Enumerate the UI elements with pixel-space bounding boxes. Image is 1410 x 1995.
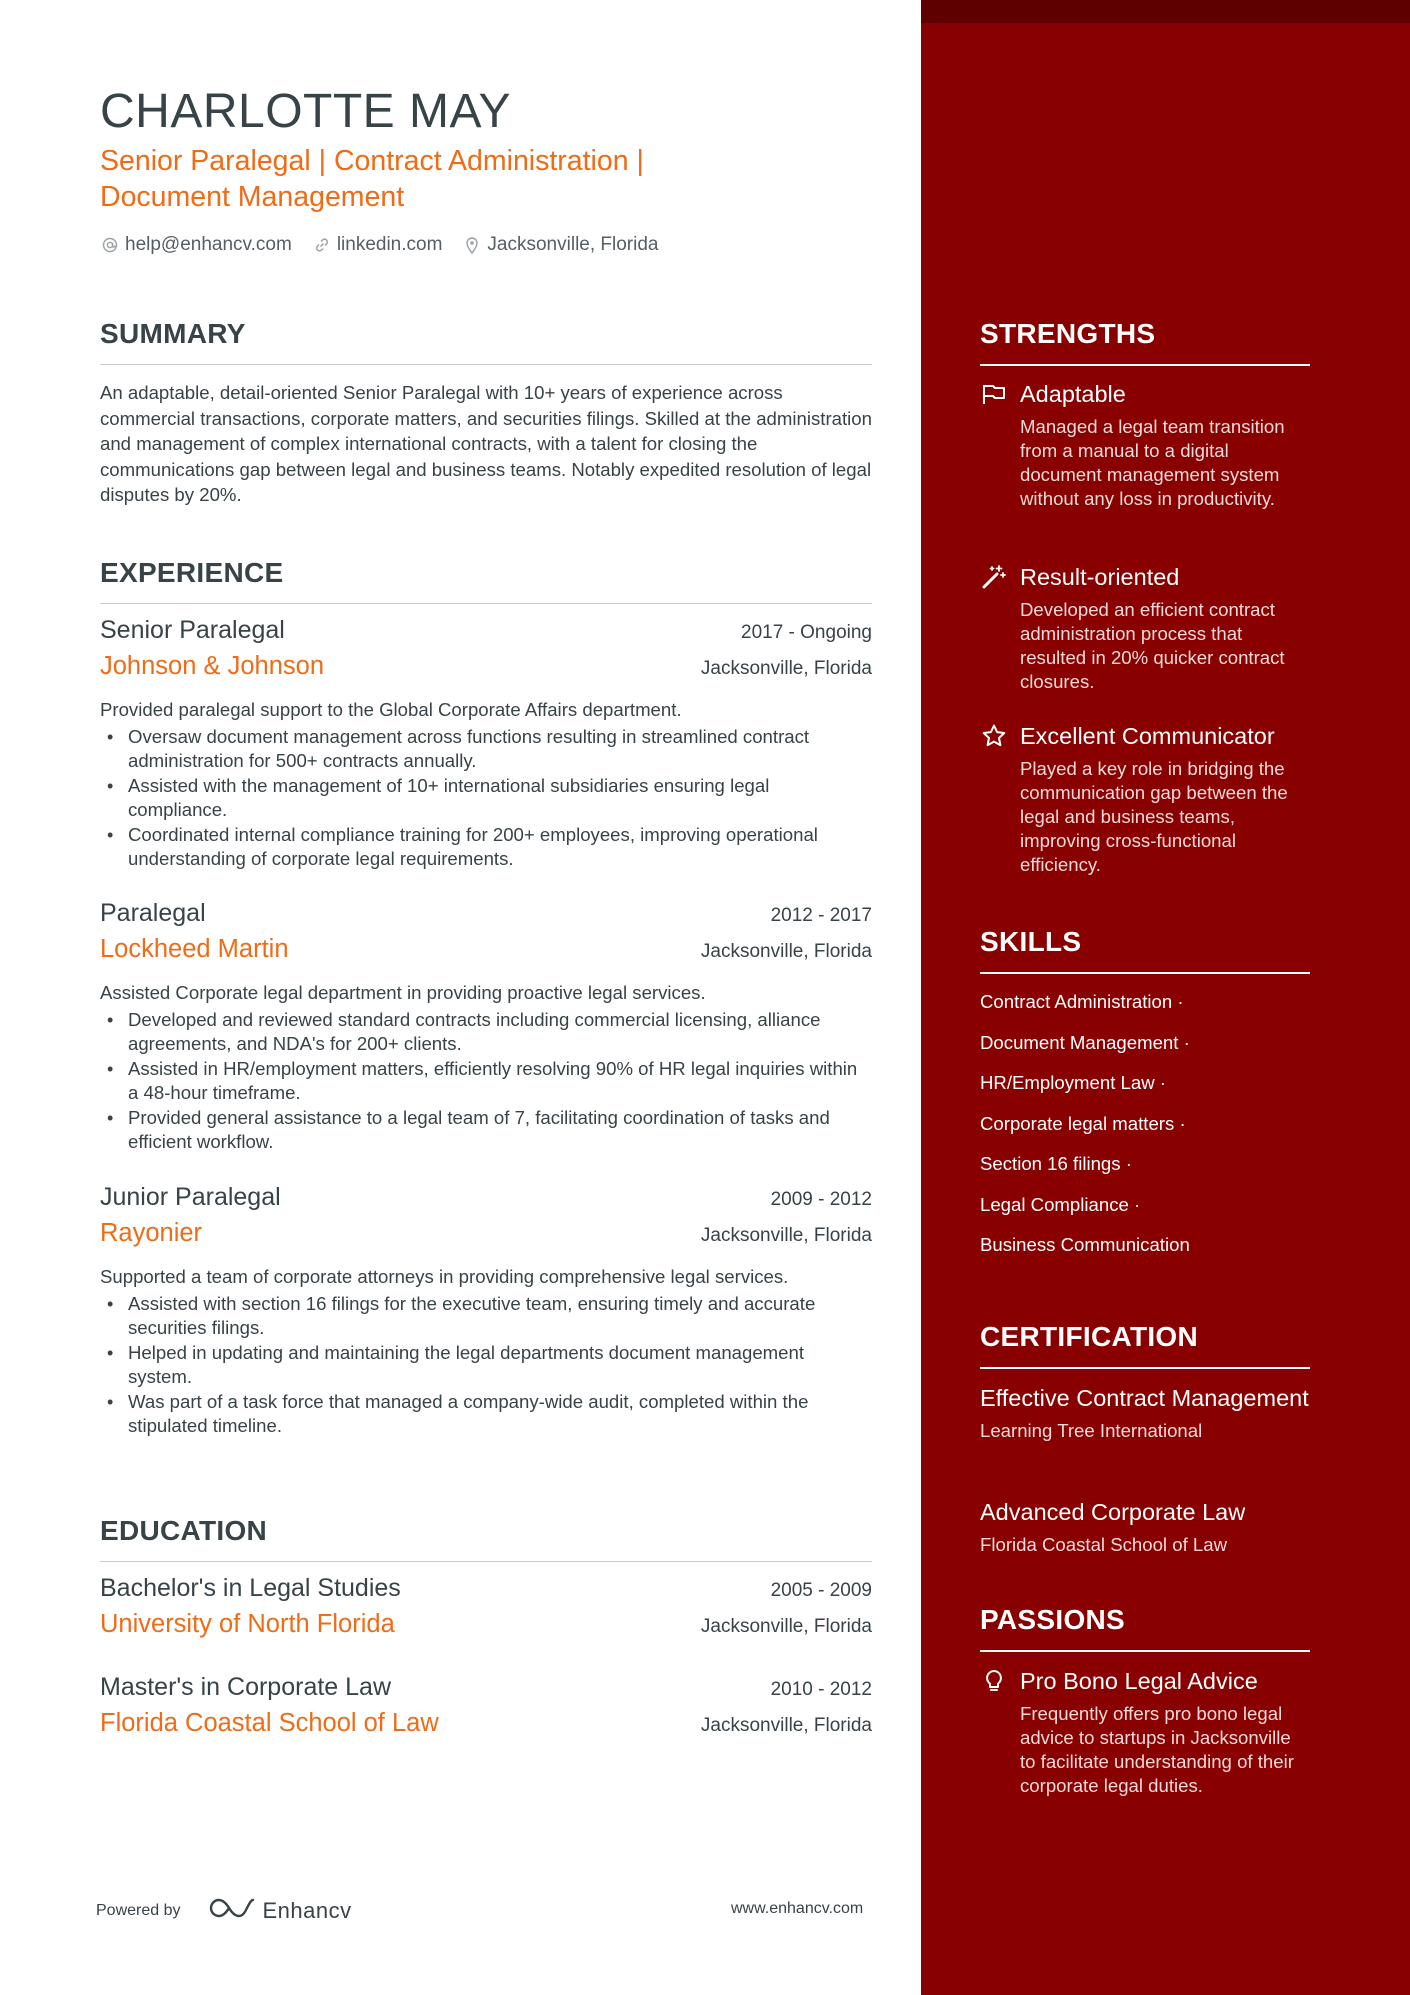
star-icon	[980, 722, 1008, 750]
job-date: 2017 - Ongoing	[741, 622, 872, 643]
education-date: 2005 - 2009	[770, 1580, 872, 1601]
job-title: Paralegal	[100, 899, 206, 927]
strength-item	[980, 562, 1310, 694]
strength-description: Managed a legal team transition from a manual to a digital document management system without any loss in productivity.	[1020, 416, 1285, 509]
education-location: Jacksonville, Florida	[700, 1715, 872, 1736]
section-title-certification: CERTIFICATION	[980, 1321, 1310, 1369]
experience-entry	[100, 899, 872, 1155]
passion-title: Pro Bono Legal Advice	[1020, 1667, 1258, 1694]
passion-item	[980, 1666, 1310, 1798]
job-bullet: • Helped in updating and maintaining the legal departments document management system.	[100, 1341, 872, 1390]
company-name: Rayonier	[100, 1219, 203, 1247]
job-location: Jacksonville, Florida	[700, 1225, 872, 1246]
enhancv-logo-icon	[207, 1896, 255, 1925]
magic-wand-icon	[980, 563, 1008, 591]
school-name: University of North Florida	[100, 1610, 395, 1638]
contact-location-text: Jacksonville, Florida	[487, 234, 659, 255]
job-description: Assisted Corporate legal department in providing proactive legal services.	[100, 982, 706, 1003]
link-icon	[312, 235, 332, 255]
certification-org: Florida Coastal School of Law	[980, 1534, 1228, 1555]
job-date: 2009 - 2012	[770, 1189, 872, 1210]
powered-by-label: Powered by	[96, 1901, 181, 1919]
job-bullet: • Assisted with the management of 10+ international subsidiaries ensuring legal compliance.	[100, 774, 872, 823]
skill-tag: Contract Administration ·	[980, 991, 1184, 1012]
certification-org: Learning Tree International	[980, 1420, 1203, 1441]
section-title-experience: EXPERIENCE	[100, 557, 872, 604]
strength-title: Excellent Communicator	[1020, 722, 1275, 749]
skill-tag: Business Communication	[980, 1234, 1190, 1255]
job-bullet: • Assisted with section 16 filings for the executive team, ensuring timely and accurate securities filings.	[100, 1292, 872, 1341]
education-location: Jacksonville, Florida	[700, 1616, 872, 1637]
contact-email[interactable]	[100, 234, 292, 256]
section-title-skills: SKILLS	[980, 926, 1310, 974]
job-bullet: • Was part of a task force that managed a company-wide audit, completed within the stipulated timeline.	[100, 1390, 872, 1439]
skill-tag: Section 16 filings ·	[980, 1153, 1132, 1174]
footer-branding	[96, 1896, 352, 1925]
passion-description: Frequently offers pro bono legal advice to startups in Jacksonville to facilitate understanding of their corporate legal duties.	[1020, 1703, 1294, 1796]
brand-name[interactable]: Enhancv	[262, 1897, 352, 1923]
footer-website[interactable]: www.enhancv.com	[731, 1900, 864, 1917]
at-icon	[100, 235, 120, 255]
degree-title: Bachelor's in Legal Studies	[100, 1574, 401, 1602]
skill-tag: Corporate legal matters ·	[980, 1112, 1186, 1134]
skills-list	[980, 985, 1310, 1269]
school-name: Florida Coastal School of Law	[100, 1709, 439, 1737]
education-entry	[100, 1574, 872, 1652]
job-bullet: • Coordinated internal compliance training for 200+ employees, improving operational understanding of corporate legal requirements.	[100, 823, 872, 872]
strength-description: Developed an efficient contract administration process that resulted in 20% quicker contract closures.	[1020, 599, 1285, 692]
job-date: 2012 - 2017	[770, 905, 872, 926]
candidate-name: CHARLOTTE MAY	[100, 85, 511, 138]
section-title-summary: SUMMARY	[100, 318, 872, 365]
skill-tag: HR/Employment Law ·	[980, 1072, 1166, 1093]
flag-icon	[980, 380, 1008, 408]
job-title: Senior Paralegal	[100, 616, 285, 644]
certification-item	[980, 1498, 1310, 1556]
strength-item	[980, 721, 1310, 877]
summary-text: An adaptable, detail-oriented Senior Paralegal with 10+ years of experience across commercial transactions, corporate matters, and securities filings. Skilled at the administration and management of complex international contracts, with a talent for closing the communications gap between legal and business teams. Notably expedited resolution of legal disputes by 20%.	[100, 382, 872, 505]
job-bullet: • Developed and reviewed standard contracts including commercial licensing, alliance agreements, and NDA's for 200+ clients.	[100, 1008, 872, 1057]
contact-email-text: help@enhancv.com	[125, 234, 292, 255]
job-bullets	[100, 1292, 872, 1439]
job-title: Junior Paralegal	[100, 1183, 281, 1211]
certification-title: Effective Contract Management	[980, 1385, 1309, 1411]
strength-description: Played a key role in bridging the communication gap between the legal and business teams, improving cross-functional efficiency.	[1020, 758, 1288, 875]
job-bullets	[100, 725, 872, 872]
skill-tag: Document Management ·	[980, 1031, 1190, 1053]
experience-entry	[100, 1183, 872, 1439]
job-location: Jacksonville, Florida	[700, 941, 872, 962]
degree-title: Master's in Corporate Law	[100, 1673, 392, 1701]
job-description: Provided paralegal support to the Global Corporate Affairs department.	[100, 699, 682, 720]
location-pin-icon	[462, 235, 482, 255]
strength-title: Adaptable	[1020, 380, 1126, 407]
education-entry	[100, 1673, 872, 1751]
experience-entry	[100, 616, 872, 872]
sidebar-top-strip	[921, 0, 1410, 23]
lightbulb-icon	[980, 1667, 1008, 1695]
contact-bar	[100, 232, 679, 258]
candidate-headline: Senior Paralegal | Contract Administration | Document Management	[100, 145, 644, 213]
contact-location	[462, 234, 658, 256]
job-location: Jacksonville, Florida	[700, 658, 872, 679]
job-description: Supported a team of corporate attorneys in providing comprehensive legal services.	[100, 1266, 789, 1287]
certification-title: Advanced Corporate Law	[980, 1499, 1246, 1525]
contact-linkedin[interactable]	[312, 234, 443, 256]
education-date: 2010 - 2012	[770, 1679, 872, 1700]
strength-title: Result-oriented	[1020, 563, 1180, 590]
job-bullet: • Assisted in HR/employment matters, efficiently resolving 90% of HR legal inquiries within a 48-hour timeframe.	[100, 1057, 872, 1106]
strength-item	[980, 379, 1310, 511]
section-title-strengths: STRENGTHS	[980, 318, 1310, 366]
company-name: Lockheed Martin	[100, 935, 289, 963]
contact-linkedin-text: linkedin.com	[336, 234, 443, 255]
job-bullets	[100, 1008, 872, 1155]
job-bullet: • Oversaw document management across functions resulting in streamlined contract administration for 500+ contracts annually.	[100, 725, 872, 774]
skill-tag: Legal Compliance ·	[980, 1193, 1141, 1215]
section-title-education: EDUCATION	[100, 1515, 872, 1562]
certification-item	[980, 1384, 1310, 1442]
company-name: Johnson & Johnson	[100, 652, 324, 680]
job-bullet: • Provided general assistance to a legal team of 7, facilitating coordination of tasks and efficient workflow.	[100, 1106, 872, 1155]
section-title-passions: PASSIONS	[980, 1604, 1310, 1652]
